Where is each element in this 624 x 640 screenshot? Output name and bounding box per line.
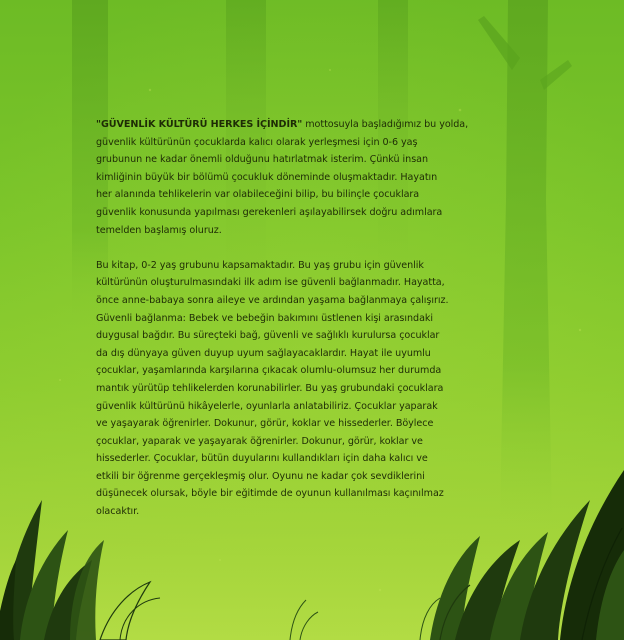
paragraph-book-scope: Bu kitap, 0-2 yaş grubunu kapsamaktadır. Bu yaş grubu için güvenlik kültürünün oluşturulmasındaki ilk adım ise güvenli bağlanmadır. Hayatta, önce anne-babaya sonra aileye ve ardından yaşama bağlanmaya çalışırız. Güvenli bağlanma: Bebek ve bebeğin bakımını üstlenen kişi arasındaki duygusal bağdır. Bu süreçteki bağ, güvenli ve sağlıklı kurulursa çocuklar da dış dünyaya güven duyup uyum sağlayacaklardır. Hayat ile uyumlu çocuklar, yaşamlarında karşılarına çıkacak olumlu-olumsuz her durumda mantık yürütüp tehlikelerden korunabilirler. Bu yaş grubundaki çocuklara güvenlik kültürünü hikâyelerle, oyunlarla anlatabiliriz. Çocuklar yaparak ve yaşayarak öğrenirler. Dokunur, görür, koklar ve hissederler. Böylece çocuklar, yaparak ve yaşayarak öğrenirler. Dokunur, görür, koklar ve hissederler. Çocuklar, bütün duyularını kullandıkları için daha kalıcı ve etkili bir öğrenme gerçekleşmiş olur. Oyunu ne kadar çok sevdiklerini düşünecek olursak, böyle bir eğitimde de oyunun kullanılması kaçınılmaz olacaktır.	[96, 259, 449, 518]
foreword-text	[96, 116, 534, 521]
motto-text: "GÜVENLİK KÜLTÜRÜ HERKES İÇİNDİR"	[96, 119, 303, 130]
paragraph-intro-body: mottosuyla başladığımız bu yolda, güvenlik kültürünün çocuklarda kalıcı olarak yerleşmesi için 0-6 yaş grubunun ne kadar önemli olduğunu hatırlatmak isterim. Çünkü insan kimliğinin büyük bir bölümü çocukluk döneminde oluşmaktadır. Hayatın her alanında tehlikelerin var olabileceğini bilip, bu bilinçle çocuklara güvenlik konusunda yapılması gerekenleri aşılayabilirsek doğru adımlara temelden başlamış oluruz.	[96, 119, 469, 236]
paragraph-intro	[96, 116, 534, 239]
